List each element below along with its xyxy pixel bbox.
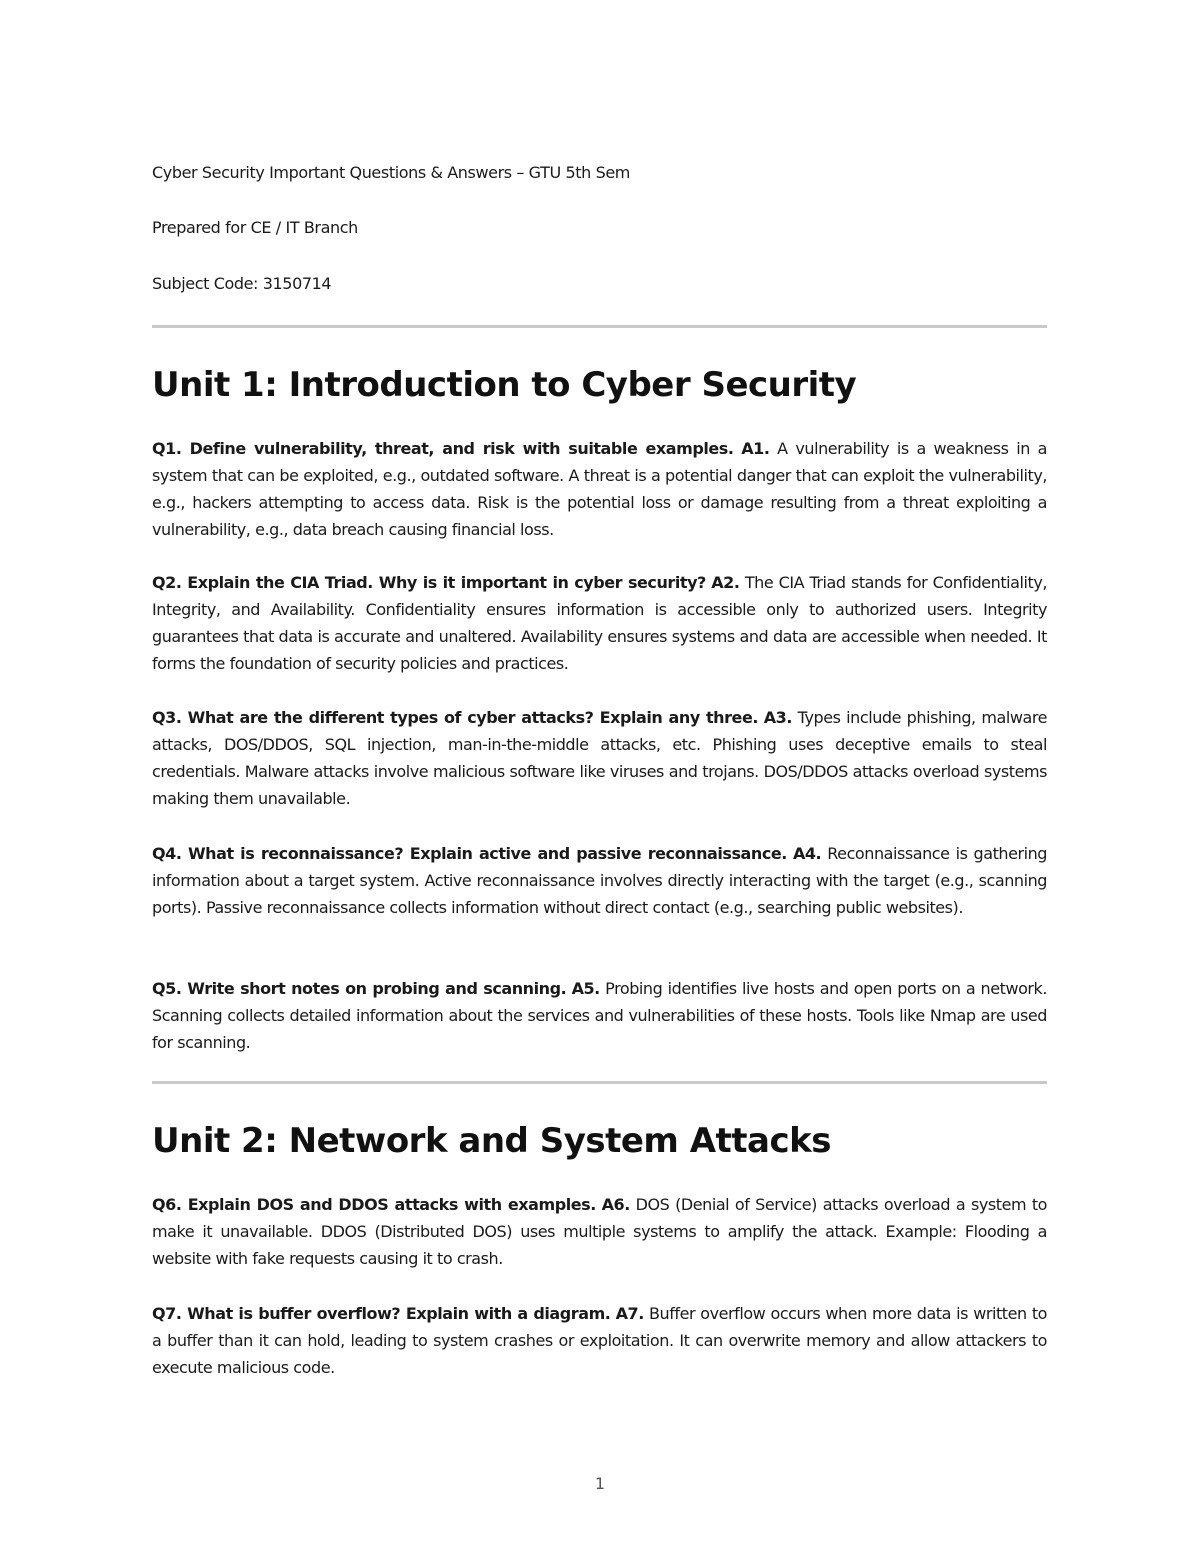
document-title: Cyber Security Important Questions & Answers – GTU 5th Sem xyxy=(152,163,630,182)
qa-item-q6 xyxy=(152,1191,1047,1272)
qa-item-q2 xyxy=(152,569,1047,677)
answer-label: A1. xyxy=(741,439,770,458)
answer-text: The CIA Triad stands for Confidentiality, Integrity, and Availability. Confidentiality ensures information is accessible only to authorized users. Integrity guarantees that data is accurate and unaltered. Availability ensures systems and data are accessible when needed. It forms the foundation of security policies and practices. xyxy=(152,573,1047,673)
qa-item-q4 xyxy=(152,840,1047,921)
subject-code-line: Subject Code: 3150714 xyxy=(152,274,332,293)
answer-label: A6. xyxy=(601,1195,630,1214)
page-number: 1 xyxy=(594,1474,606,1493)
answer-text: Buffer overflow occurs when more data is written to a buffer than it can hold, leading to system crashes or exploitation. It can overwrite memory and allow attackers to execute malicious code. xyxy=(152,1304,1048,1377)
answer-label: A4. xyxy=(792,844,822,863)
question-text: Q3. What are the different types of cyber attacks? Explain any three. xyxy=(152,708,758,727)
section-divider xyxy=(152,1081,1047,1084)
answer-label: A7. xyxy=(615,1304,644,1323)
question-text: Q2. Explain the CIA Triad. Why is it important in cyber security? xyxy=(152,573,706,592)
prepared-for-line: Prepared for CE / IT Branch xyxy=(152,218,358,237)
answer-text: Reconnaissance is gathering information about a target system. Active reconnaissance involves directly interacting with the target (e.g., scanning ports). Passive reconnaissance collects information without direct contact (e.g., searching public websites). xyxy=(152,844,1047,917)
answer-label: A3. xyxy=(763,708,792,727)
answer-label: A5. xyxy=(571,979,600,998)
qa-item-q7 xyxy=(152,1300,1047,1381)
qa-item-q5 xyxy=(152,975,1047,1056)
question-text: Q4. What is reconnaissance? Explain active and passive reconnaissance. xyxy=(152,844,787,863)
answer-label: A2. xyxy=(711,573,740,592)
answer-text: Types include phishing, malware attacks, DOS/DDOS, SQL injection, man-in-the-middle attacks, etc. Phishing uses deceptive emails to steal credentials. Malware attacks involve malicious software like viruses and trojans. DOS/DDOS attacks overload systems making them unavailable. xyxy=(152,708,1048,808)
answer-text: DOS (Denial of Service) attacks overload a system to make it unavailable. DDOS (Distributed DOS) uses multiple systems to amplify the attack. Example: Flooding a website with fake requests causing it to crash. xyxy=(152,1195,1048,1268)
unit-1-heading: Unit 1: Introduction to Cyber Security xyxy=(152,365,857,405)
answer-text: Probing identifies live hosts and open ports on a network. Scanning collects detailed information about the services and vulnerabilities of these hosts. Tools like Nmap are used for scanning. xyxy=(152,979,1047,1052)
question-text: Q1. Define vulnerability, threat, and risk with suitable examples. xyxy=(152,439,734,458)
unit-2-heading: Unit 2: Network and System Attacks xyxy=(152,1121,831,1161)
question-text: Q6. Explain DOS and DDOS attacks with examples. xyxy=(152,1195,596,1214)
answer-text: A vulnerability is a weakness in a system that can be exploited, e.g., outdated software. A threat is a potential danger that can exploit the vulnerability, e.g., hackers attempting to access data. Risk is the potential loss or damage resulting from a threat exploiting a vulnerability, e.g., data breach causing financial loss. xyxy=(152,439,1047,539)
qa-item-q3 xyxy=(152,704,1047,812)
question-text: Q5. Write short notes on probing and scanning. xyxy=(152,979,567,998)
section-divider xyxy=(152,325,1047,328)
question-text: Q7. What is buffer overflow? Explain with a diagram. xyxy=(152,1304,611,1323)
qa-item-q1 xyxy=(152,435,1047,543)
